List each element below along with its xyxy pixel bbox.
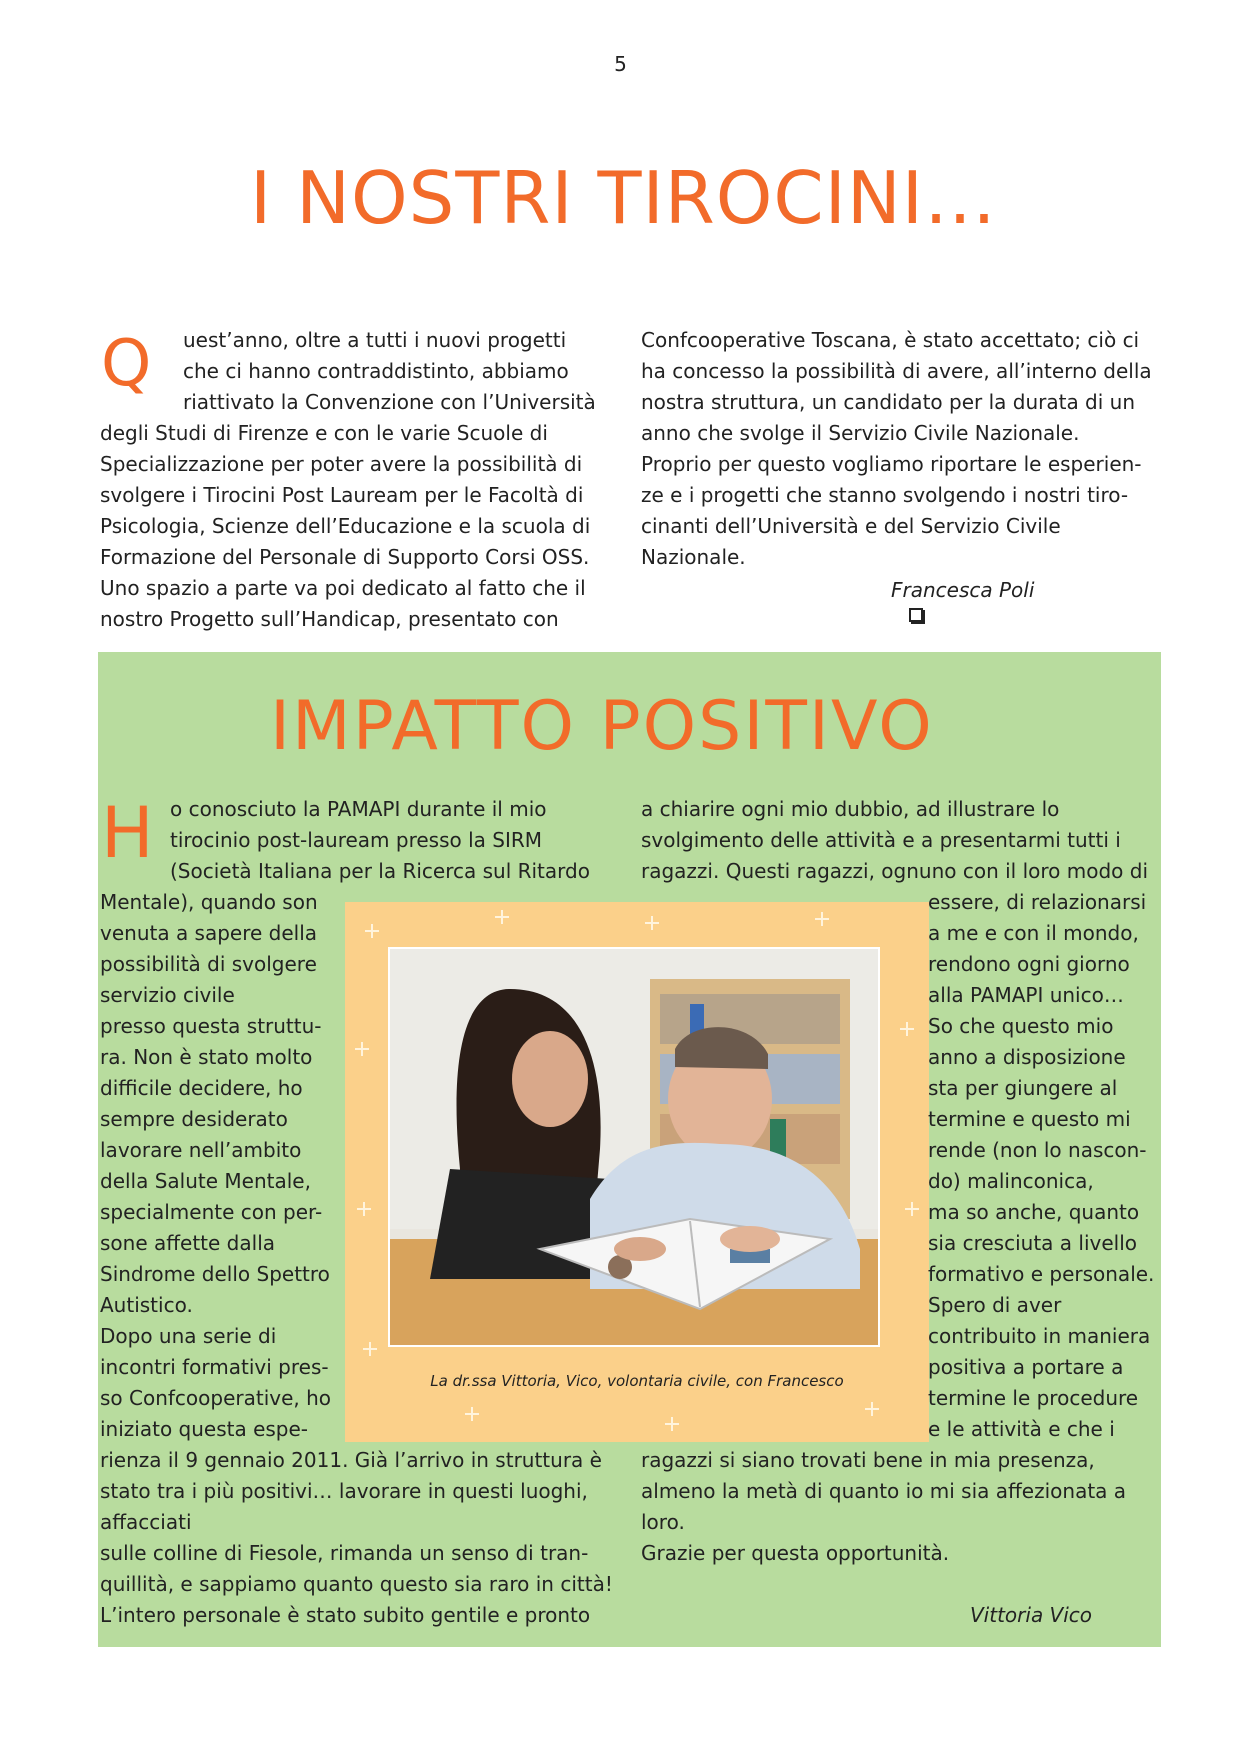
text-line: difficile decidere, ho [100, 1076, 303, 1100]
text-line: svolgimento delle attività e a presentarmi tutti i [641, 828, 1121, 852]
text-line: rende (non lo nascon- [928, 1138, 1147, 1162]
text-line: anno che svolge il Servizio Civile Nazionale. [641, 421, 1080, 445]
text-line: positiva a portare a [928, 1355, 1124, 1379]
text-line: o conosciuto la PAMAPI durante il mio [170, 797, 547, 821]
text-line: tirocinio post-lauream presso la SIRM [170, 828, 543, 852]
text-line: termine le procedure [928, 1386, 1139, 1410]
snowflake-icon [495, 910, 509, 924]
text-line: stato tra i più positivi… lavorare in questi luoghi, [100, 1479, 588, 1503]
text-line: ra. Non è stato molto [100, 1045, 313, 1069]
snowflake-icon [465, 1407, 479, 1421]
text-line: loro. [641, 1510, 685, 1534]
text-line: Proprio per questo vogliamo riportare le esperien- [641, 452, 1142, 476]
text-line: So che questo mio [928, 1014, 1114, 1038]
signature-francesca-poli: Francesca Poli [891, 578, 1035, 602]
text-line: sempre desiderato [100, 1107, 288, 1131]
text-line: alla PAMAPI unico… [928, 983, 1124, 1007]
text-line: ma so anche, quanto [928, 1200, 1140, 1224]
text-line: rienza il 9 gennaio 2011. Già l’arrivo in struttura è [100, 1448, 602, 1472]
text-line: che ci hanno contraddistinto, abbiamo [183, 359, 569, 383]
text-line: quillità, e sappiamo quanto questo sia raro in città! [100, 1572, 613, 1596]
text-line: rendono ogni giorno [928, 952, 1130, 976]
text-line: sta per giungere al [928, 1076, 1118, 1100]
text-line: ragazzi. Questi ragazzi, ognuno con il loro modo di [641, 859, 1149, 883]
text-line: degli Studi di Firenze e con le varie Scuole di [100, 421, 548, 445]
dropcap-h: H [101, 792, 154, 874]
text-line: incontri formativi pres- [100, 1355, 329, 1379]
text-line: ze e i progetti che stanno svolgendo i nostri tiro- [641, 483, 1129, 507]
text-line: Spero di aver [928, 1293, 1062, 1317]
text-line: a chiarire ogni mio dubbio, ad illustrare lo [641, 797, 1060, 821]
text-line: affacciati [100, 1510, 192, 1534]
text-line: cinanti dell’Università e del Servizio Civile [641, 514, 1061, 538]
text-line: specialmente con per- [100, 1200, 323, 1224]
text-line: Confcooperative Toscana, è stato accettato; ciò ci [641, 328, 1140, 352]
text-line: Uno spazio a parte va poi dedicato al fatto che il [100, 576, 586, 600]
signature-vittoria-vico: Vittoria Vico [970, 1603, 1093, 1627]
text-line: e le attività e che i [928, 1417, 1115, 1441]
snowflake-icon [355, 1042, 369, 1056]
snowflake-icon [900, 1022, 914, 1036]
text-line: riattivato la Convenzione con l’Università [183, 390, 596, 414]
snowflake-icon [357, 1202, 371, 1216]
text-line: della Salute Mentale, [100, 1169, 311, 1193]
text-line: a me e con il mondo, [928, 921, 1139, 945]
text-line: do) malinconica, [928, 1169, 1094, 1193]
text-line: Grazie per questa opportunità. [641, 1541, 950, 1565]
text-line: nostra struttura, un candidato per la durata di un [641, 390, 1136, 414]
snowflake-icon [363, 1342, 377, 1356]
text-line: Autistico. [100, 1293, 193, 1317]
text-line: formativo e personale. [928, 1262, 1155, 1286]
text-line: lavorare nell’ambito [100, 1138, 302, 1162]
text-line: (Società Italiana per la Ricerca sul Ritardo [170, 859, 590, 883]
text-line: ragazzi si siano trovati bene in mia presenza, [641, 1448, 1095, 1472]
text-line: sone affette dalla [100, 1231, 275, 1255]
text-line: presso questa struttu- [100, 1014, 322, 1038]
text-line: possibilità di svolgere [100, 952, 317, 976]
text-line: Dopo una serie di [100, 1324, 277, 1348]
text-line: sia cresciuta a livello [928, 1231, 1137, 1255]
text-line: contribuito in maniera [928, 1324, 1151, 1348]
text-line: Psicologia, Scienze dell’Educazione e la scuola di [100, 514, 591, 538]
text-line: so Confcooperative, ho [100, 1386, 332, 1410]
text-line: svolgere i Tirocini Post Lauream per le Facoltà di [100, 483, 584, 507]
article-title-impatto-positivo: IMPATTO POSITIVO [270, 687, 934, 766]
snowflake-icon [905, 1202, 919, 1216]
text-line: servizio civile [100, 983, 235, 1007]
photo-caption: La dr.ssa Vittoria, Vico, volontaria civile, con Francesco [430, 1372, 844, 1390]
text-line: venuta a sapere della [100, 921, 318, 945]
text-line: L’intero personale è stato subito gentile e pronto [100, 1603, 591, 1627]
text-line: nostro Progetto sull’Handicap, presentato con [100, 607, 559, 631]
snowflake-icon [815, 912, 829, 926]
end-of-article-icon [909, 608, 923, 622]
text-line: anno a disposizione [928, 1045, 1126, 1069]
page-number: 5 [614, 52, 627, 76]
snowflake-icon [645, 916, 659, 930]
text-line: Sindrome dello Spettro [100, 1262, 330, 1286]
text-line: Specializzazione per poter avere la possibilità di [100, 452, 583, 476]
photo-volunteer-reading [388, 947, 880, 1347]
text-line: sulle colline di Fiesole, rimanda un senso di tran- [100, 1541, 589, 1565]
dropcap-q: Q [101, 327, 152, 401]
snowflake-icon [665, 1417, 679, 1431]
text-line: Nazionale. [641, 545, 746, 569]
article-title-tirocini: I NOSTRI TIROCINI… [250, 156, 997, 240]
text-line: ha concesso la possibilità di avere, all’interno della [641, 359, 1152, 383]
text-line: almeno la metà di quanto io mi sia affezionata a [641, 1479, 1127, 1503]
snowflake-icon [365, 924, 379, 938]
text-line: Formazione del Personale di Supporto Corsi OSS. [100, 545, 590, 569]
snowflake-icon [865, 1402, 879, 1416]
text-line: essere, di relazionarsi [928, 890, 1147, 914]
text-line: termine e questo mi [928, 1107, 1131, 1131]
text-line: Mentale), quando son [100, 890, 318, 914]
text-line: iniziato questa espe- [100, 1417, 309, 1441]
text-line: uest’anno, oltre a tutti i nuovi progetti [183, 328, 567, 352]
